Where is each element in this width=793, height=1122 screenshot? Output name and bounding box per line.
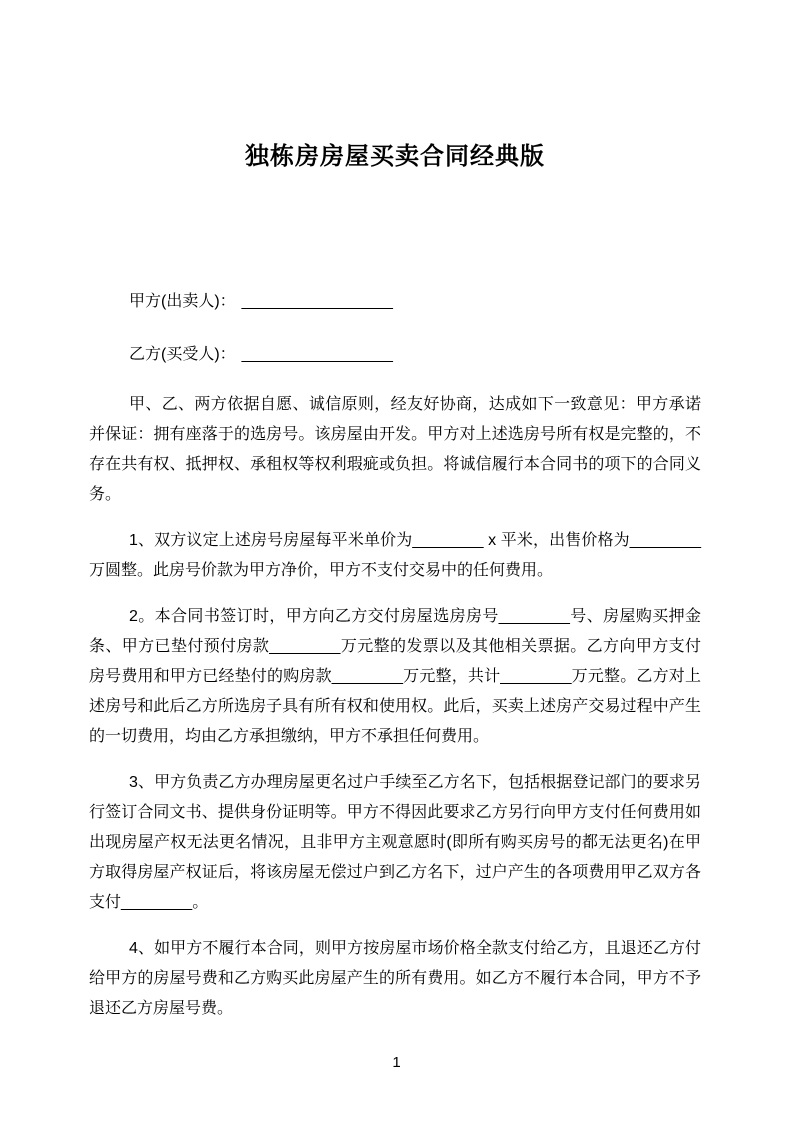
document-title: 独栋房房屋买卖合同经典版 bbox=[245, 143, 545, 170]
clause-1-paragraph: 1、双方议定上述房号房屋每平米单价为________ x 平米，出售价格为________万圆整。此房号价款为甲方净价，甲方不支付交易中的任何费用。 bbox=[89, 532, 701, 579]
clause-3-paragraph: 3、甲方负责乙方办理房屋更名过户手续至乙方名下，包括根据登记部门的要求另行签订合同文书、提供身份证明等。甲方不得因此要求乙方另行向甲方支付任何费用如出现房屋产权无法更名情况，且非甲方主观意愿时(即所有购买房号的都无法更名)在甲方取得房屋产权证后，将该房屋无偿过户到乙方名下，过户产生的各项费用甲乙双方各支付________。 bbox=[89, 774, 701, 911]
party-block bbox=[89, 287, 701, 370]
party-b-line bbox=[89, 340, 701, 370]
party-a-label: 甲方(出卖人)： bbox=[129, 293, 236, 310]
intro-paragraph: 甲、乙、两方依据自愿、诚信原则，经友好协商，达成如下一致意见：甲方承诺并保证：拥有座落于的选房号。该房屋由开发。甲方对上述选房号所有权是完整的，不存在共有权、抵押权、承租权等权利瑕疵或负担。将诚信履行本合同书的项下的合同义务。 bbox=[89, 396, 701, 503]
party-b-blank: _________________ bbox=[241, 346, 393, 363]
clause-2-paragraph: 2。本合同书签订时，甲方向乙方交付房屋选房房号________号、房屋购买押金条、甲方已垫付预付房款________万元整的发票以及其他相关票据。乙方向甲方支付房号费用和甲方已经垫付的购房款________万元整，共计________万元整。乙方对上述房号和此后乙方所选房子具有所有权和使用权。此后，买卖上述房产交易过程中产生的一切费用，均由乙方承担缴纳，甲方不承担任何费用。 bbox=[89, 608, 701, 745]
party-a-line bbox=[89, 287, 701, 317]
party-a-blank: _________________ bbox=[241, 293, 393, 310]
clause-4-paragraph: 4、如甲方不履行本合同，则甲方按房屋市场价格全款支付给乙方，且退还乙方付给甲方的房屋号费和乙方购买此房屋产生的所有费用。如乙方不履行本合同，甲方不予退还乙方房屋号费。 bbox=[89, 940, 701, 1017]
page-number: 1 bbox=[392, 1054, 401, 1071]
party-b-label: 乙方(买受人)： bbox=[129, 346, 236, 363]
